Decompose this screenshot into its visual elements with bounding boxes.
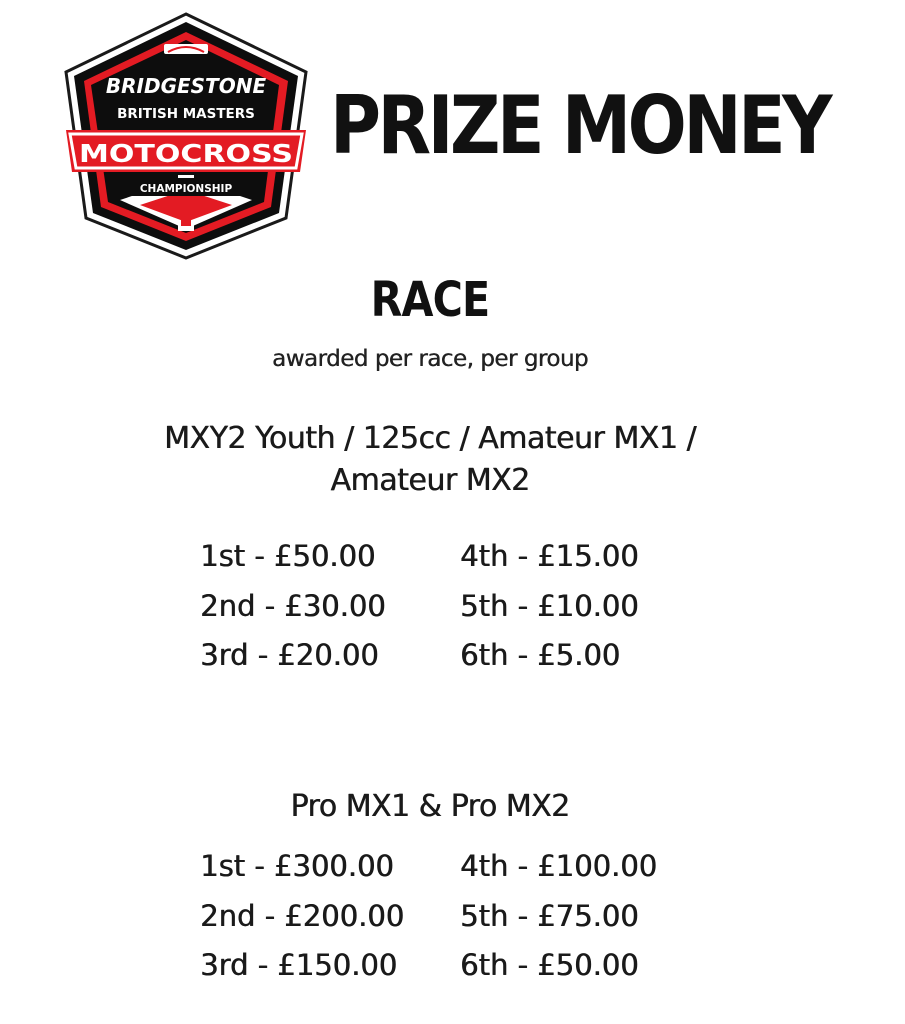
group-title-line: Amateur MX2 xyxy=(330,463,530,498)
group-title-line: MXY2 Youth / 125cc / Amateur MX1 / xyxy=(164,421,696,456)
prize-list-pro-right xyxy=(460,842,657,991)
prize-item: 3rd - £150.00 xyxy=(200,948,398,982)
logo-shield-icon xyxy=(60,10,312,260)
group-title-pro xyxy=(150,786,710,828)
section-subtitle: awarded per race, per group xyxy=(271,346,588,372)
logo-line-1: BRIDGESTONE xyxy=(105,74,267,98)
prize-item: 1st - £50.00 xyxy=(200,539,376,573)
logo-line-4: CHAMPIONSHIP xyxy=(139,183,233,195)
section-title: RACE xyxy=(370,272,490,328)
prize-item: 2nd - £30.00 xyxy=(200,588,386,623)
prize-list-amateur-right xyxy=(460,532,639,681)
championship-logo xyxy=(60,10,312,260)
prize-item: 3rd - £20.00 xyxy=(200,638,379,672)
prize-list-pro-left xyxy=(200,842,404,991)
prize-item: 1st - £300.00 xyxy=(200,849,394,883)
prize-item: 5th - £75.00 xyxy=(460,898,639,933)
prize-item: 6th - £5.00 xyxy=(460,638,621,672)
page-title: PRIZE MONEY xyxy=(330,79,830,172)
prize-item: 6th - £50.00 xyxy=(460,948,639,982)
prize-item: 4th - £100.00 xyxy=(460,849,658,883)
group-title-amateur xyxy=(70,418,790,502)
prize-item: 4th - £15.00 xyxy=(460,539,639,573)
prize-item: 2nd - £200.00 xyxy=(200,898,405,933)
prize-item: 5th - £10.00 xyxy=(460,588,639,623)
logo-line-3: MOTOCROSS xyxy=(79,139,293,168)
logo-line-2: BRITISH MASTERS xyxy=(117,106,255,122)
prize-list-amateur-left xyxy=(200,532,386,681)
group-title-line: Pro MX1 & Pro MX2 xyxy=(290,789,570,824)
